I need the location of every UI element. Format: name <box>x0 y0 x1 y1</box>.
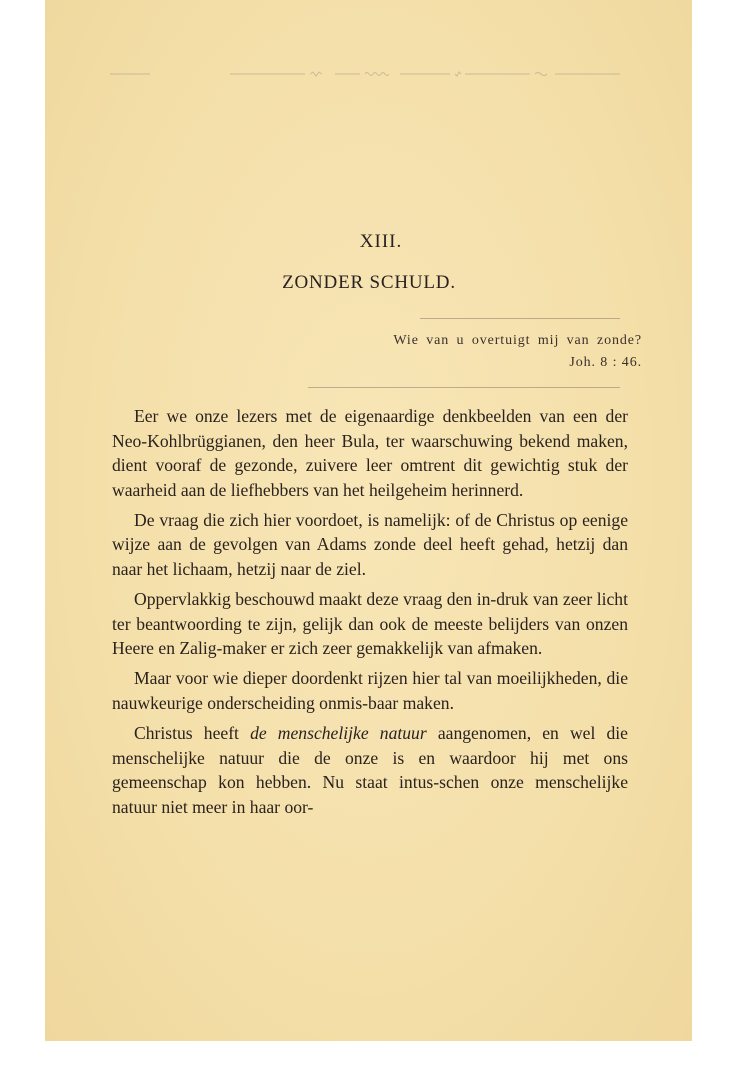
paragraph-1: Eer we onze lezers met de eigenaardige denkbeelden van een der Neo-Kohlbrüggianen, den heer Bula, ter waarschuwing bekend maken, dient vooraf de gezonde, zuivere leer omtrent dit gewichtig stuk der waarheid aan de liefhebbers van het heilgeheim herinnerd. <box>112 406 628 500</box>
paragraph-3: Oppervlakkig beschouwd maakt deze vraag den in-druk van zeer licht ter beantwoording te zijn, gelijk dan ook de meeste belijders van onzen Heere en Zalig-maker er zich zeer gemakkelijk van afmaken. <box>112 589 628 659</box>
bottom-margin <box>0 1041 738 1068</box>
chapter-number: XIII. <box>359 231 403 252</box>
emphasis-menschelijke-natuur: de menschelijke natuur <box>250 723 427 744</box>
paragraph-4: Maar voor wie dieper doordenkt rijzen hier tal van moeilijkheden, die nauwkeurige onderscheiding onmis-baar maken. <box>112 668 628 714</box>
epigraph-top-rule <box>420 318 620 319</box>
chapter-title: ZONDER SCHULD. <box>282 272 456 293</box>
paragraph-5-before: Christus heeft <box>134 723 251 744</box>
paragraph-5-after: aangenomen, en wel die menschelijke natuur die de onze is en waardoor hij met ons gemeenschap kon hebben. Nu staat intus-schen onze menschelijke natuur niet meer in haar oor- <box>112 723 628 817</box>
paragraph-2: De vraag die zich hier voordoet, is namelijk: of de Christus op eenige wijze aan de gevolgen van Adams zonde deel heeft gehad, hetzij dan naar het lichaam, hetzij naar de ziel. <box>112 509 628 580</box>
epigraph-reference: Joh. 8 : 46. <box>569 355 642 370</box>
epigraph-bottom-rule <box>308 387 620 388</box>
body-text <box>112 404 628 825</box>
epigraph-quote: Wie van u overtuigt mij van zonde? <box>393 333 642 348</box>
top-ornament-rule <box>110 70 630 78</box>
paragraph-5 <box>112 721 628 819</box>
